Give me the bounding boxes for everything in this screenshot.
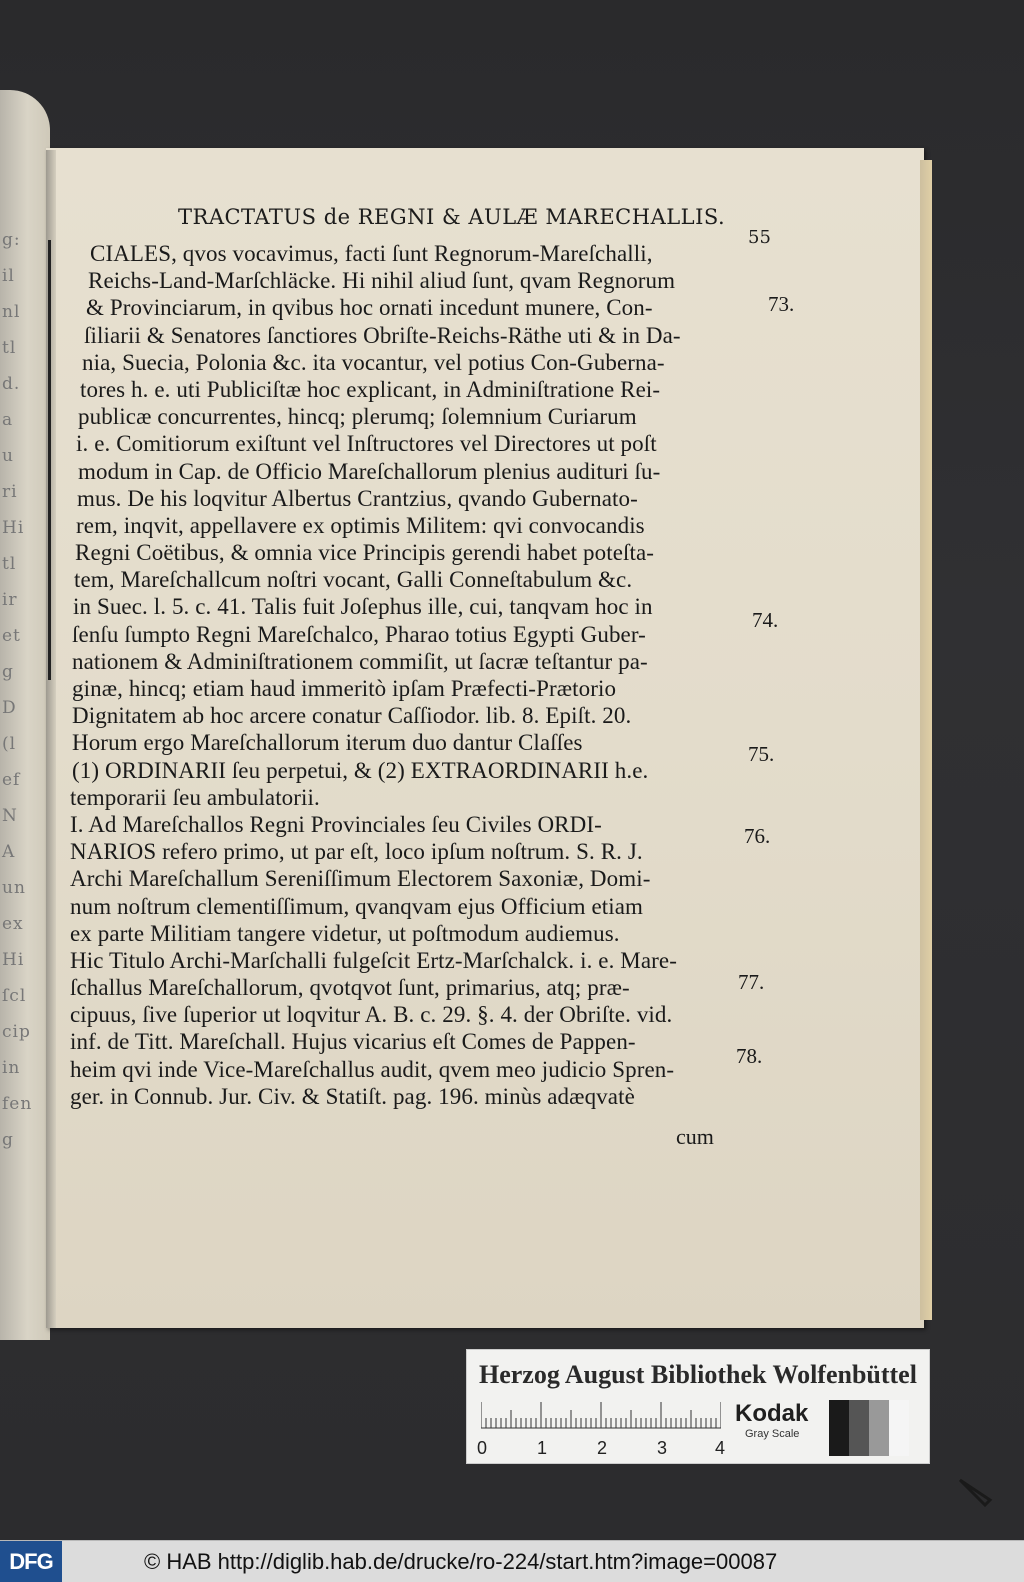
text-line: mus. De his loqvitur Albertus Crantzius, qvando Gubernato-: [77, 485, 638, 511]
ghost-text: g: [2, 1130, 14, 1150]
margin-number: 78.: [736, 1044, 763, 1068]
text-line: nationem & Adminiſtrationem commiſit, ut ſacræ teſtantur pa-: [72, 648, 648, 674]
corner-fold-icon: [955, 1470, 995, 1510]
ghost-text: ex: [2, 914, 24, 934]
margin-rule-small: [48, 594, 51, 622]
ruler-number: 0: [477, 1438, 488, 1458]
margin-number: 76.: [744, 824, 771, 848]
text-line: CIALES, qvos vocavimus, facti ſunt Regnorum-Mareſchalli,: [90, 241, 653, 266]
ghost-text: ir: [2, 590, 18, 610]
ghost-text: ri: [2, 482, 18, 502]
text-line: ſenſu ſumpto Regni Mareſchalco, Pharao totius Egypti Guber-: [72, 621, 646, 647]
copyright-link[interactable]: © HAB http://diglib.hab.de/drucke/ro-224/start.htm?image=00087: [144, 1549, 778, 1574]
ghost-text: g:: [2, 230, 21, 250]
library-scan-label: [466, 1349, 930, 1464]
ghost-text: d.: [2, 374, 21, 394]
text-line: Regni Coëtibus, & omnia vice Principis gerendi habet poteſta-: [75, 540, 655, 566]
text-line: inf. de Titt. Mareſchall. Hujus vicarius eſt Comes de Pappen-: [70, 1029, 636, 1055]
text-line: & Provinciarum, in qvibus hoc ornati incedunt munere, Con-: [86, 295, 653, 321]
text-line: Hic Titulo Archi-Marſchalli fulgeſcit Ertz-Marſchalck. i. e. Mare-: [70, 947, 677, 973]
kodak-logo: [735, 1400, 808, 1440]
text-line: ginæ, hincq; etiam haud immeritò ipſam Præfecti-Prætorio: [72, 676, 617, 701]
ghost-text: il: [2, 266, 15, 286]
library-name: Herzog August Bibliothek Wolfenbüttel: [479, 1360, 917, 1389]
text-line: num noſtrum clementiſſimum, qvanqvam ejus Officium etiam: [70, 893, 644, 919]
ghost-text: ſcl: [2, 986, 27, 1006]
text-line: ex parte Militiam tangere videtur, ut poſtmodum audiemus.: [70, 920, 620, 946]
text-line: rem, inqvit, appellavere ex optimis Militem: qvi convocandis: [76, 512, 645, 538]
text-line: temporarii ſeu ambulatorii.: [70, 784, 320, 810]
text-line: Horum ergo Mareſchallorum iterum duo dantur Claſſes: [72, 730, 583, 756]
ghost-text: N: [2, 806, 18, 826]
ghost-text: (l: [2, 734, 17, 754]
page-fore-edge: [920, 160, 932, 1320]
ghost-text: Hi: [2, 518, 25, 538]
ghost-text: ef: [2, 770, 21, 790]
text-line: modum in Cap. de Officio Mareſchallorum plenius audituri ſu-: [78, 458, 661, 484]
text-line: i. e. Comitiorum exiſtunt vel Inſtructores vel Directores ut poſt: [76, 431, 657, 457]
text-line: Archi Mareſchallum Sereniſſimum Electorem Saxoniæ, Domi-: [70, 866, 651, 892]
page-number: 55: [748, 227, 771, 248]
margin-number: 73.: [768, 292, 795, 316]
ruler-number: 4: [715, 1438, 726, 1458]
previous-page-edge: [0, 90, 50, 1340]
margin-number: 74.: [752, 608, 779, 632]
ghost-text: cip: [2, 1022, 31, 1042]
text-line: heim qvi inde Vice-Mareſchallus audit, qvem meo judicio Spren-: [70, 1056, 675, 1082]
ghost-text: g: [2, 662, 14, 682]
ghost-text: tl: [2, 554, 17, 574]
kodak-subtitle: Gray Scale: [745, 1428, 800, 1440]
ghost-text: Hi: [2, 950, 25, 970]
text-line: in Suec. l. 5. c. 41. Talis fuit Joſephus ille, cui, tanqvam hoc in: [73, 594, 653, 620]
text-line: NARIOS refero primo, ut par eſt, loco ipſum noſtrum. S. R. J.: [70, 839, 643, 865]
ghost-text: tl: [2, 338, 17, 358]
text-line: ſchallus Mareſchallorum, qvotqvot ſunt, primarius, atq; præ-: [70, 975, 630, 1001]
text-line: Dignitatem ab hoc arcere conatur Caſſiodor. lib. 8. Epiſt. 20.: [72, 703, 632, 729]
text-line: ger. in Connub. Jur. Civ. & Statiſt. pag. 196. minùs adæqvatè: [70, 1083, 635, 1109]
ghost-text: un: [2, 878, 26, 898]
catchword: cum: [676, 1124, 714, 1149]
text-line: nia, Suecia, Polonia &c. ita vocantur, vel potius Con-Guberna-: [82, 349, 665, 375]
ghost-text: u: [2, 446, 14, 466]
ghost-text: A: [2, 842, 16, 862]
margin-number: 77.: [738, 970, 765, 994]
ghost-text: fen: [2, 1094, 33, 1114]
gray-scale-swatches: [829, 1400, 909, 1456]
dfg-logo: DFG: [0, 1541, 62, 1582]
ghost-text: in: [2, 1058, 21, 1078]
ghost-text: et: [2, 626, 21, 646]
ruler-number: 1: [537, 1438, 548, 1458]
text-line: cipuus, ſive ſuperior ut loqvitur A. B. c. 29. §. 4. der Obriſte. vid.: [70, 1002, 673, 1028]
kodak-brand: Kodak: [735, 1400, 809, 1427]
running-head: TRACTATUS de REGNI & AULÆ MARECHALLIS.: [178, 205, 726, 229]
ruler-scale-icon: [481, 1400, 721, 1430]
viewer-footer: [0, 1540, 1024, 1582]
ghost-text: a: [2, 410, 14, 430]
text-line: tores h. e. uti Publiciſtæ hoc explicant, in Adminiſtratione Rei-: [80, 376, 661, 402]
ghost-text: nl: [2, 302, 21, 322]
ghost-text: D: [2, 698, 17, 718]
text-line: I. Ad Mareſchallos Regni Provinciales ſeu Civiles ORDI-: [70, 811, 602, 837]
text-line: tem, Mareſchallcum noſtri vocant, Galli Conneſtabulum &c.: [74, 567, 633, 593]
text-line: Reichs-Land-Marſchläcke. Hi nihil aliud ſunt, qvam Regnorum: [88, 268, 676, 294]
ruler-number: 3: [657, 1438, 668, 1458]
ruler-number: 2: [597, 1438, 608, 1458]
text-line: publicæ concurrentes, hincq; plerumq; ſolemnium Curiarum: [78, 404, 637, 430]
margin-number: 75.: [748, 742, 775, 766]
body-text: [66, 240, 786, 1110]
text-line: (1) ORDINARII ſeu perpetui, & (2) EXTRAORDINARII h.e.: [72, 757, 649, 783]
text-line: ſiliarii & Senatores ſanctiores Obriſte-Reichs-Räthe uti & in Da-: [84, 322, 681, 348]
